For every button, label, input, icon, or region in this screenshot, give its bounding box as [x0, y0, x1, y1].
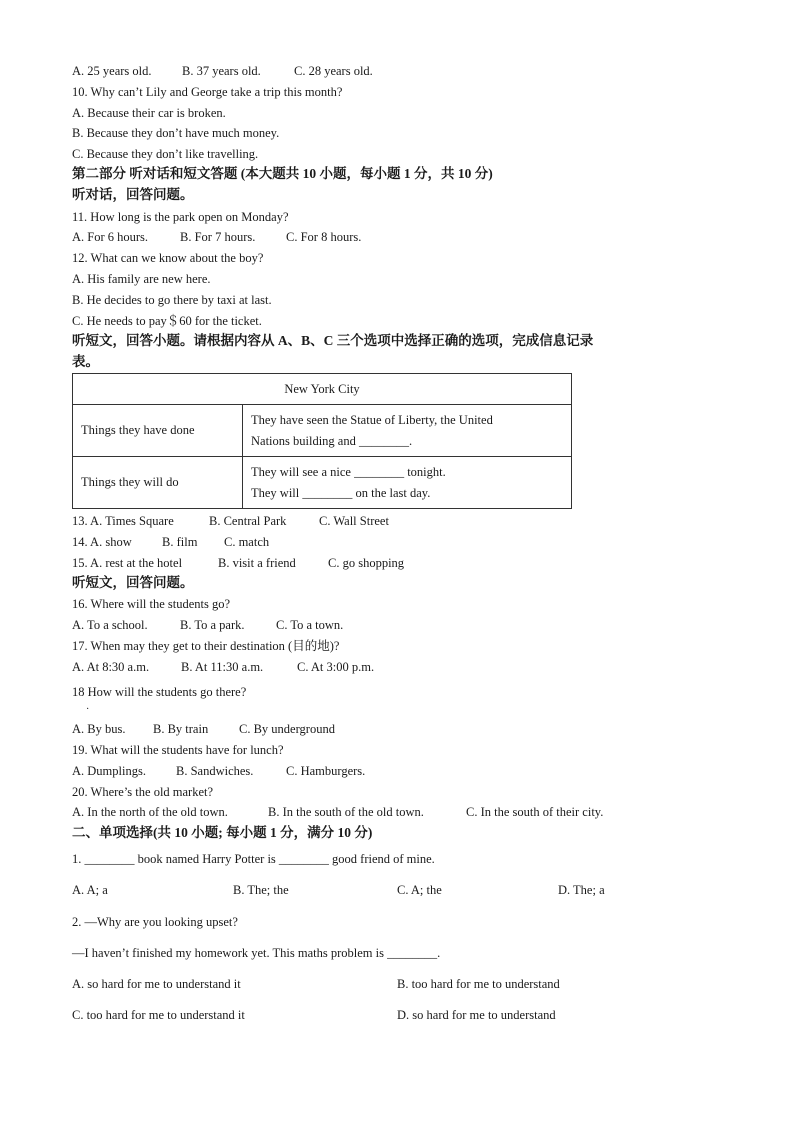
s2-q2-option-b: B. too hard for me to understand [397, 977, 560, 991]
q10-option-b: B. Because they don’t have much money. [72, 126, 280, 140]
q15-option-c: C. go shopping [328, 556, 405, 570]
q16-option-b: B. To a park. [180, 618, 245, 632]
table-title: New York City [73, 374, 572, 405]
q19-option-a: A. Dumplings. [72, 764, 146, 778]
q13-option-a: 13. A. Times Square [72, 514, 174, 528]
row-content-done-line1: They have seen the Statue of Liberty, the United [251, 412, 493, 427]
q13-option-c: C. Wall Street [319, 514, 389, 528]
info-record-table [72, 373, 572, 509]
q15-option-b: B. visit a friend [218, 556, 296, 570]
passage-table-instruction: 听短文，回答小题。请根据内容从 A、B、C 三个选项中选择正确的选项，完成信息记录 [72, 333, 594, 348]
q20-option-c: C. In the south of their city. [466, 805, 604, 819]
s2-q2-line2: —I haven’t finished my homework yet. This maths problem is ________. [72, 946, 441, 960]
q9-option-a: A. 25 years old. [72, 64, 152, 78]
q11-option-c: C. For 8 hours. [286, 230, 362, 244]
q9-option-c: C. 28 years old. [294, 64, 373, 78]
q18-question: 18 How will the students go there? [72, 685, 247, 699]
q12-question: 12. What can we know about the boy? [72, 251, 264, 265]
q17-option-b: B. At 11:30 a.m. [181, 660, 264, 674]
q13-option-b: B. Central Park [209, 514, 287, 528]
q20-option-a: A. In the north of the old town. [72, 805, 228, 819]
q15-option-a: 15. A. rest at the hotel [72, 556, 183, 570]
s2-q1-question: 1. ________ book named Harry Potter is ________ good friend of mine. [72, 852, 435, 866]
s2-q2-line1: 2. —Why are you looking upset? [72, 915, 238, 929]
stray-mark: · [86, 704, 90, 715]
q14-option-b: B. film [162, 535, 198, 549]
s2-q1-option-a: A. A; a [72, 883, 108, 897]
q17-question: 17. When may they get to their destination (目的地)? [72, 639, 340, 653]
row-content-will-do-line2: They will ________ on the last day. [251, 485, 431, 500]
row-label-done: Things they have done [73, 405, 243, 457]
passage-table-instruction-cont: 表。 [72, 354, 99, 369]
q10-option-c: C. Because they don’t like travelling. [72, 147, 259, 161]
row-content-will-do [243, 457, 572, 509]
q20-question: 20. Where’s the old market? [72, 785, 214, 799]
q18-option-c: C. By underground [239, 722, 335, 736]
row-content-done-line2: Nations building and ________. [251, 433, 413, 448]
passage-subheading: 听短文，回答问题。 [72, 575, 194, 590]
q12-option-b: B. He decides to go there by taxi at last. [72, 293, 272, 307]
s2-q2-option-c: C. too hard for me to understand it [72, 1008, 245, 1022]
s2-q1-option-b: B. The; the [233, 883, 289, 897]
s2-q1-option-d: D. The; a [558, 883, 605, 897]
dialogue-subheading: 听对话，回答问题。 [72, 187, 194, 202]
q16-question: 16. Where will the students go? [72, 597, 231, 611]
s2-q2-option-d: D. so hard for me to understand [397, 1008, 556, 1022]
row-label-will-do: Things they will do [73, 457, 243, 509]
q19-question: 19. What will the students have for lunch? [72, 743, 284, 757]
q17-option-c: C. At 3:00 p.m. [297, 660, 375, 674]
q20-option-b: B. In the south of the old town. [268, 805, 424, 819]
q11-question: 11. How long is the park open on Monday? [72, 210, 289, 224]
q18-option-b: B. By train [153, 722, 209, 736]
q16-option-a: A. To a school. [72, 618, 148, 632]
q17-option-a: A. At 8:30 a.m. [72, 660, 150, 674]
q16-option-c: C. To a town. [276, 618, 344, 632]
q11-option-a: A. For 6 hours. [72, 230, 149, 244]
q12-option-a: A. His family are new here. [72, 272, 211, 286]
s2-q2-option-a: A. so hard for me to understand it [72, 977, 241, 991]
q19-option-c: C. Hamburgers. [286, 764, 366, 778]
section2-heading: 二、单项选择(共 10 小题; 每小题 1 分，满分 10 分) [72, 825, 373, 840]
q10-option-a: A. Because their car is broken. [72, 106, 226, 120]
s2-q1-option-c: C. A; the [397, 883, 442, 897]
q19-option-b: B. Sandwiches. [176, 764, 254, 778]
q9-option-b: B. 37 years old. [182, 64, 261, 78]
part2-heading: 第二部分 听对话和短文答题 (本大题共 10 小题，每小题 1 分，共 10 分) [72, 166, 493, 181]
q14-option-a: 14. A. show [72, 535, 132, 549]
q12-option-c: C. He needs to pay＄60 for the ticket. [72, 314, 262, 328]
q10-question: 10. Why can’t Lily and George take a trip this month? [72, 85, 343, 99]
q14-option-c: C. match [224, 535, 270, 549]
q18-option-a: A. By bus. [72, 722, 126, 736]
row-content-will-do-line1: They will see a nice ________ tonight. [251, 464, 446, 479]
q11-option-b: B. For 7 hours. [180, 230, 256, 244]
row-content-done [243, 405, 572, 457]
